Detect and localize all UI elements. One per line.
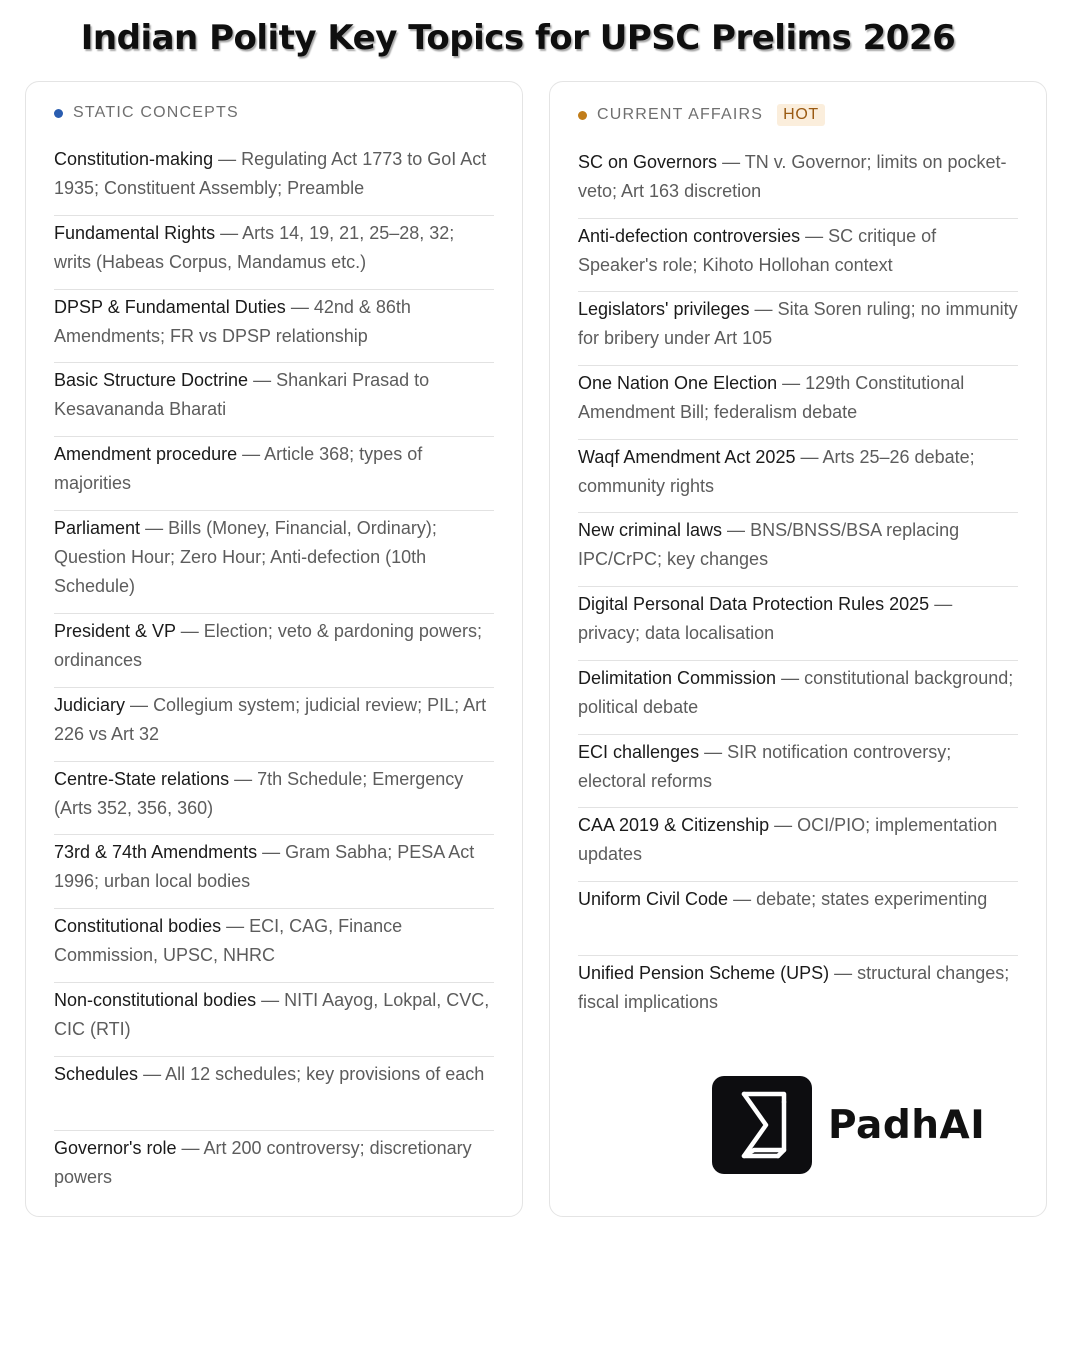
list-item: Amendment procedure — Article 368; types of majorities: [54, 437, 494, 511]
list-item: Constitutional bodies — ECI, CAG, Finance Commission, UPSC, NHRC: [54, 909, 494, 983]
current-affairs-card: [549, 81, 1047, 1217]
list-item: Legislators' privileges — Sita Soren ruling; no immunity for bribery under Art 105: [578, 292, 1018, 366]
list-item: SC on Governors — TN v. Governor; limits on pocket-veto; Art 163 discretion: [578, 145, 1018, 219]
static-concepts-heading: STATIC CONCEPTS: [73, 104, 239, 121]
list-item: Unified Pension Scheme (UPS) — structural changes; fiscal implications: [578, 962, 1010, 1012]
list-item: New criminal laws — BNS/BNSS/BSA replacing IPC/CrPC; key changes: [578, 513, 1018, 587]
static-topic-list: [54, 142, 494, 1204]
current-affairs-heading: CURRENT AFFAIRS: [597, 106, 764, 123]
list-item: Schedules — All 12 schedules; key provisions of each: [54, 1057, 494, 1131]
brand-name: PadhAI: [828, 1102, 986, 1148]
list-item: Constitution-making — Regulating Act 1773 to GoI Act 1935; Constituent Assembly; Preamble: [54, 142, 494, 216]
list-item: One Nation One Election — 129th Constitutional Amendment Bill; federalism debate: [578, 366, 1018, 440]
list-item: President & VP — Election; veto & pardoning powers; ordinances: [54, 614, 494, 688]
list-item: Uniform Civil Code — debate; states experimenting: [578, 882, 1018, 956]
list-item: Delimitation Commission — constitutional background; political debate: [578, 661, 1018, 735]
list-item: Parliament — Bills (Money, Financial, Ordinary); Question Hour; Zero Hour; Anti-defection (10th Schedule): [54, 511, 494, 614]
list-item: Digital Personal Data Protection Rules 2025 — privacy; data localisation: [578, 587, 1018, 661]
padhai-logo: [712, 1076, 985, 1174]
static-concepts-header: [54, 104, 239, 122]
orange-dot-icon: [578, 111, 587, 120]
static-concepts-card: [25, 81, 523, 1217]
list-item: Fundamental Rights — Arts 14, 19, 21, 25–28, 32; writs (Habeas Corpus, Mandamus etc.): [54, 216, 494, 290]
sigma-book-icon: [732, 1088, 792, 1162]
blue-dot-icon: [54, 109, 63, 118]
list-item: Centre-State relations — 7th Schedule; Emergency (Arts 352, 356, 360): [54, 762, 494, 836]
list-item: DPSP & Fundamental Duties — 42nd & 86th Amendments; FR vs DPSP relationship: [54, 290, 494, 364]
list-item: Judiciary — Collegium system; judicial review; PIL; Art 226 vs Art 32: [54, 688, 494, 762]
page-title: Indian Polity Key Topics for UPSC Prelims 2026: [80, 18, 956, 58]
list-item: Basic Structure Doctrine — Shankari Prasad to Kesavananda Bharati: [54, 363, 494, 437]
list-item: 73rd & 74th Amendments — Gram Sabha; PESA Act 1996; urban local bodies: [54, 835, 494, 909]
list-item: ECI challenges — SIR notification controversy; electoral reforms: [578, 735, 1018, 809]
padhai-logo-icon: [712, 1076, 812, 1174]
list-item: Anti-defection controversies — SC critique of Speaker's role; Kihoto Hollohan context: [578, 219, 1018, 293]
current-affairs-header: [578, 104, 825, 126]
list-item: CAA 2019 & Citizenship — OCI/PIO; implementation updates: [578, 808, 1018, 882]
list-item: Non-constitutional bodies — NITI Aayog, Lokpal, CVC, CIC (RTI): [54, 983, 494, 1057]
current-topic-list: [578, 145, 1018, 1029]
hot-badge: HOT: [777, 104, 825, 126]
list-item: Waqf Amendment Act 2025 — Arts 25–26 debate; community rights: [578, 440, 1018, 514]
list-item: Governor's role — Art 200 controversy; discretionary powers: [54, 1137, 472, 1187]
